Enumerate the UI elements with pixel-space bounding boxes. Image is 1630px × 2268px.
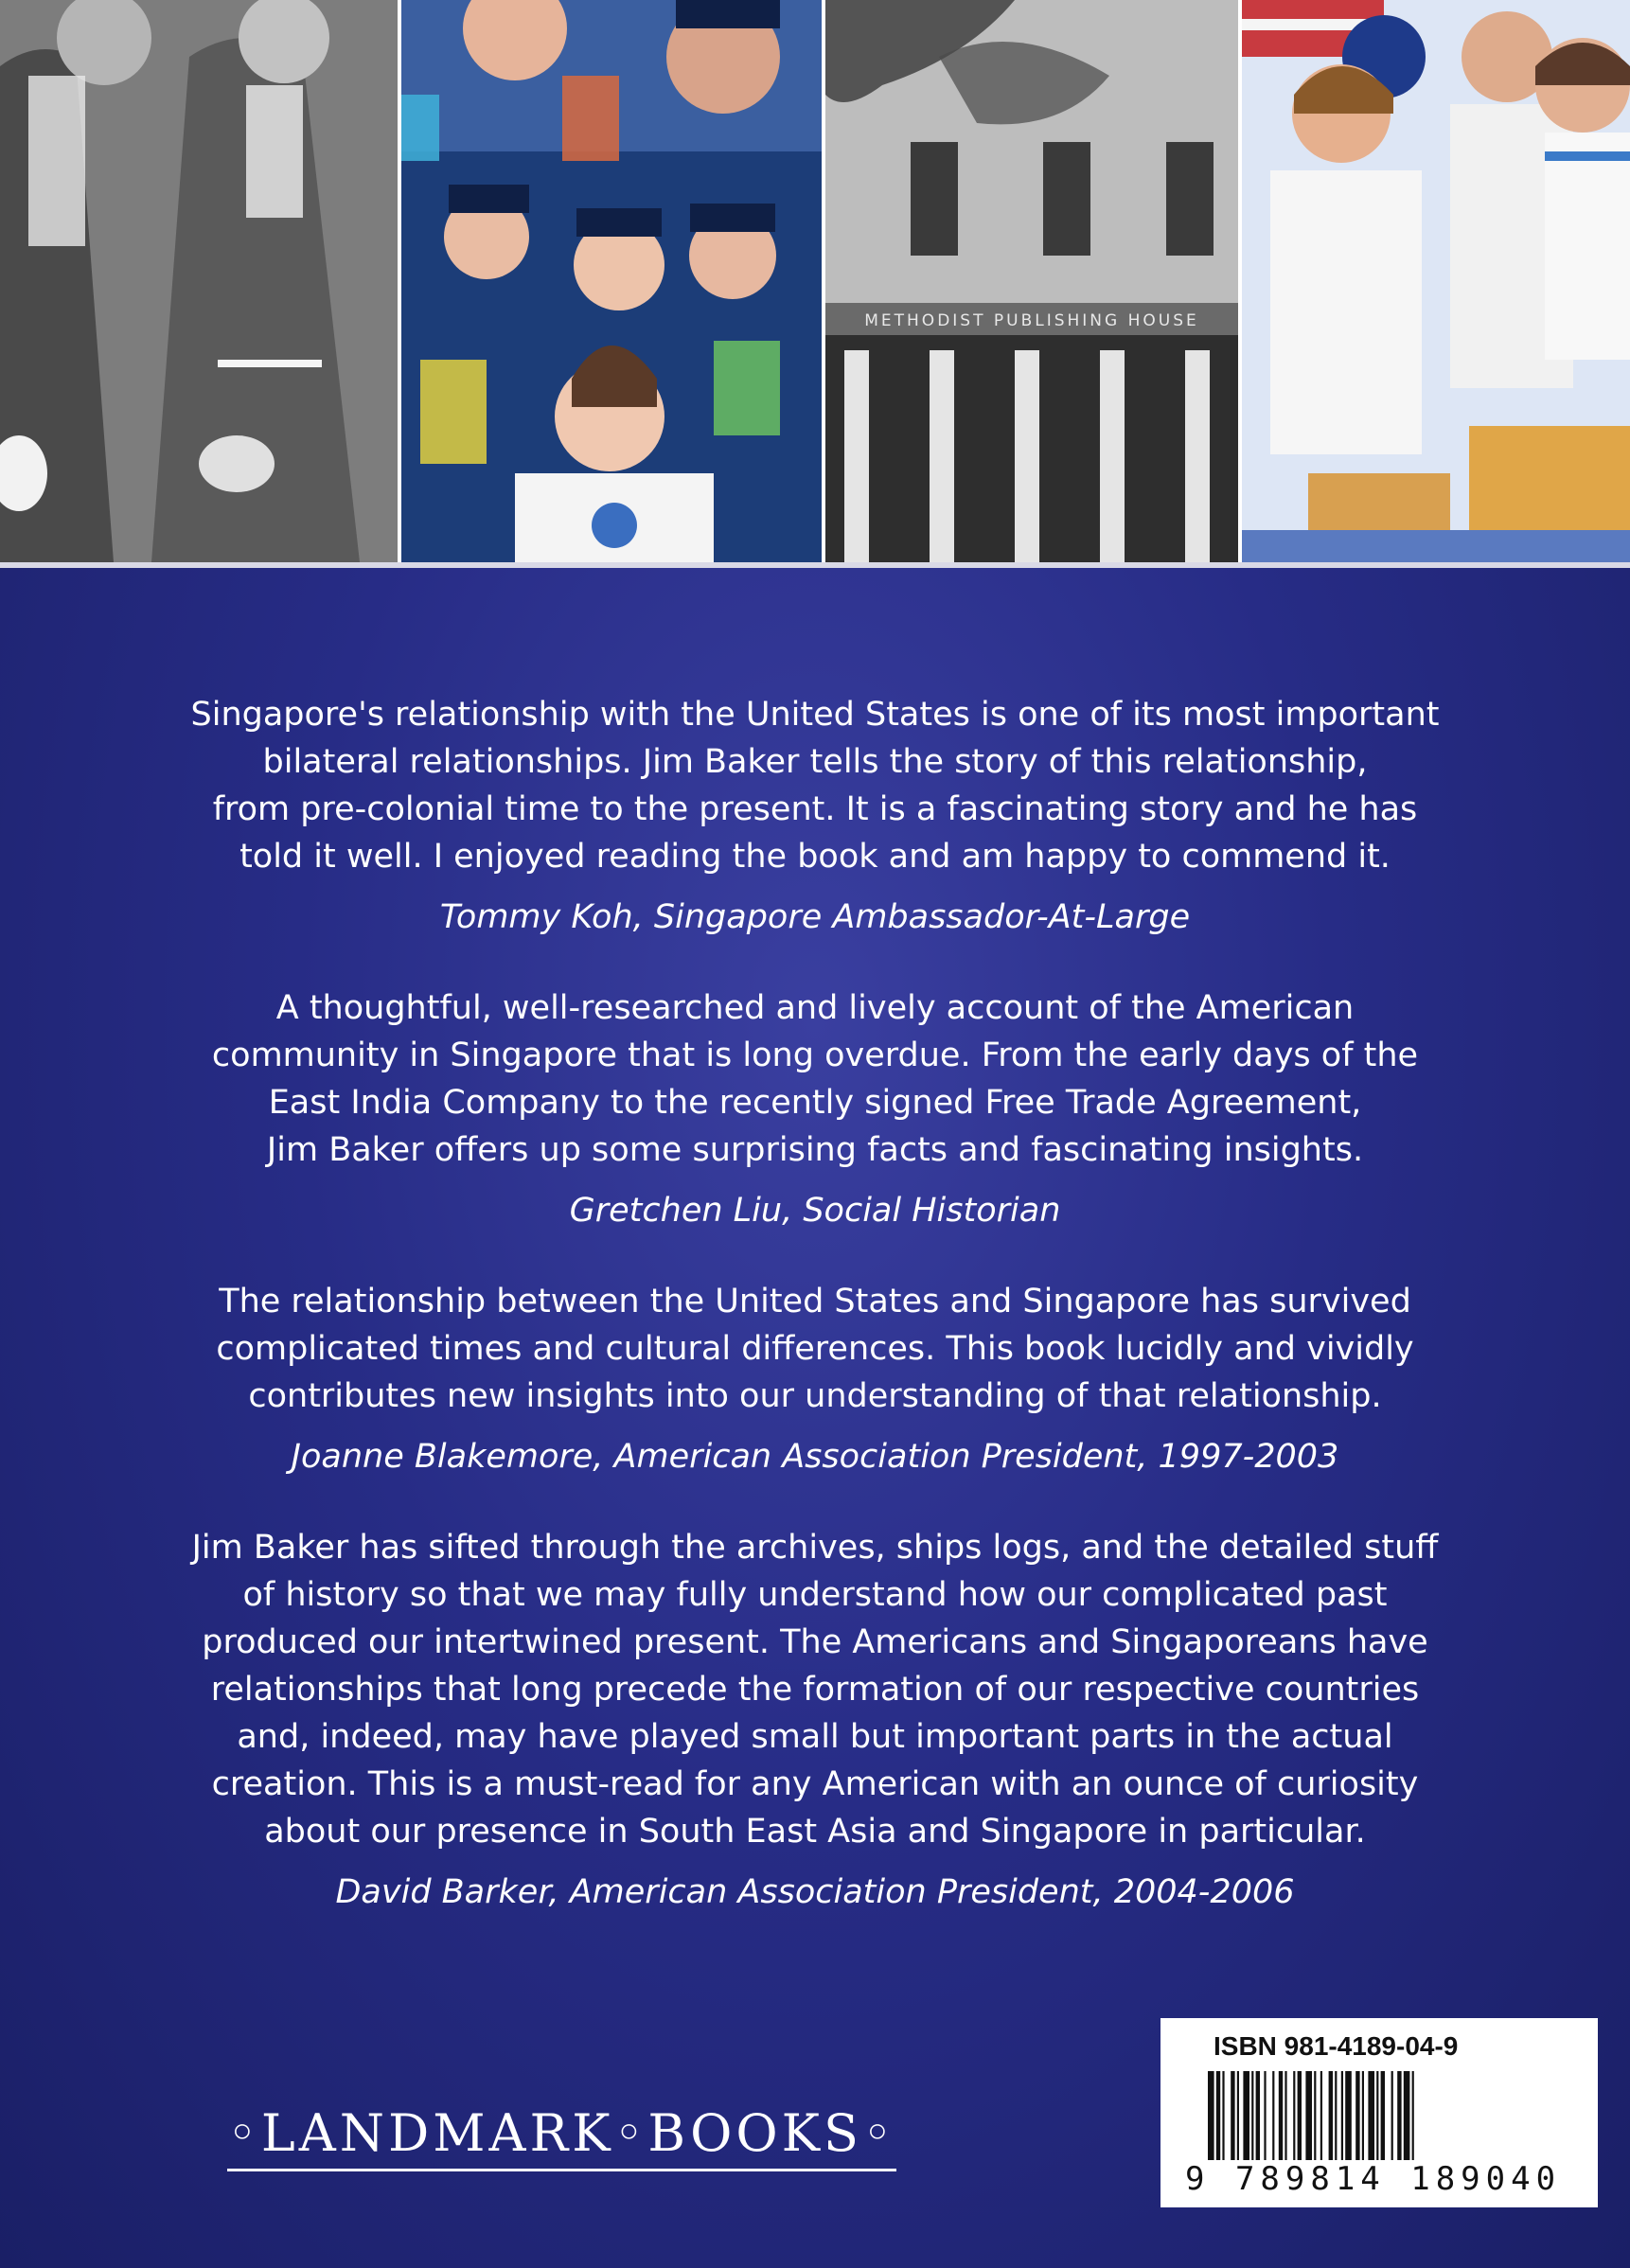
isbn-barcode xyxy=(1160,2018,1598,2207)
blurb-quote: The relationship between the United States and Singapore has survived complicated times and cultural differences. This book lucidly and vividly contributes new insights into our understanding of that relationship. xyxy=(216,1283,1414,1415)
blurb-1 xyxy=(180,691,1450,941)
blurb-attribution: David Barker, American Association President, 2004-2006 xyxy=(335,1873,1295,1911)
barcode-digits: 9 789814 189040 xyxy=(1185,2160,1583,2198)
blurb-4 xyxy=(180,1524,1450,1916)
blurb-quote: Singapore's relationship with the United States is one of its most important bilateral relationships. Jim Baker tells the story of this relationship, from pre-colonial time to the present. It is a fascinating story and he has told it well. I enjoyed reading the book and am happy to commend it. xyxy=(190,696,1440,876)
volunteers-packing-photo xyxy=(1242,0,1630,562)
isbn-label: ISBN 981-4189-04-9 xyxy=(1214,2031,1459,2061)
blurb-3 xyxy=(180,1278,1450,1480)
publisher-logo: ◦LANDMARK◦BOOKS◦ xyxy=(227,2103,896,2171)
photo-strip xyxy=(0,0,1630,566)
publishing-house-photo xyxy=(825,0,1238,562)
blurb-attribution: Tommy Koh, Singapore Ambassador-At-Large xyxy=(439,898,1191,936)
blurb-2 xyxy=(180,984,1450,1234)
colonial-costume-photo xyxy=(0,0,398,562)
blurb-attribution: Gretchen Liu, Social Historian xyxy=(569,1192,1061,1230)
navy-volunteers-photo xyxy=(401,0,822,562)
blurb-quote: A thoughtful, well-researched and lively account of the American community in Singapore that is long overdue. From the early days of the East India Company to the recently signed Free Trade Agreement, Jim Baker offers up some surprising facts and fascinating insights. xyxy=(211,989,1419,1169)
publishing-house-sign: METHODIST PUBLISHING HOUSE xyxy=(864,311,1199,330)
endorsement-blurbs xyxy=(180,691,1450,1959)
photo-strip-edge xyxy=(0,562,1630,568)
blurb-quote: Jim Baker has sifted through the archives, ships logs, and the detailed stuff of history so that we may fully understand how our complicated past produced our intertwined present. The Americans and Singaporeans have relationships that long precede the formation of our respective countries and, indeed, may have played small but important parts in the actual creation. This is a must-read for any American with an ounce of curiosity about our presence in South East Asia and Singapore in particular. xyxy=(191,1529,1439,1851)
blurb-attribution: Joanne Blakemore, American Association President, 1997-2003 xyxy=(291,1438,1339,1476)
